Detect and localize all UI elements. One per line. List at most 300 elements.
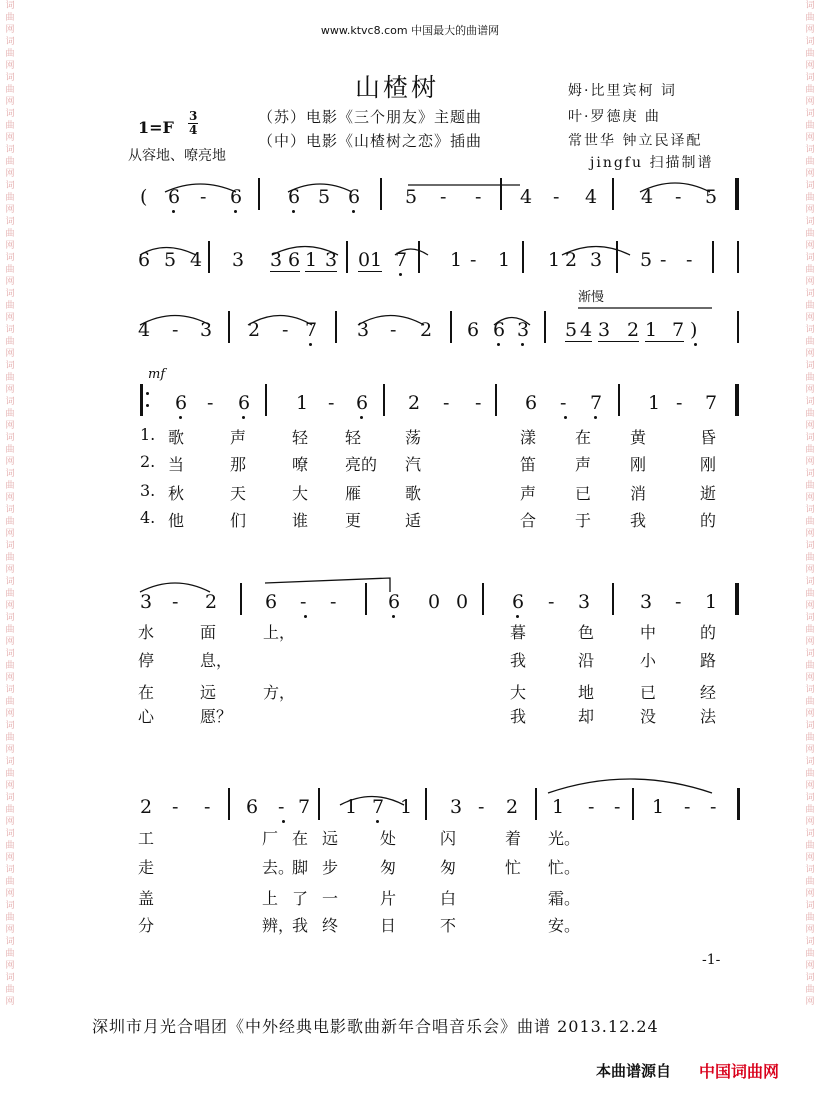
lyric-word: 们: [230, 511, 247, 530]
origin-line-1: （苏）电影《三个朋友》主题曲: [258, 108, 483, 126]
score-note: 1: [652, 796, 665, 818]
lyric-word: 地: [578, 683, 595, 702]
score-note: 2: [248, 319, 261, 341]
score-note: 1: [305, 249, 318, 271]
score-note: 3: [140, 591, 153, 613]
side-watermark-char: 曲: [805, 157, 815, 167]
side-watermark-char: 曲: [5, 193, 15, 203]
score-note: -: [282, 319, 289, 341]
slur: [494, 318, 530, 326]
side-watermark-char: 词: [805, 505, 815, 515]
score-note: 0: [456, 591, 469, 613]
side-watermark-char: 网: [805, 25, 815, 35]
lyric-word: 亮的: [345, 455, 378, 474]
score-note: 6: [246, 796, 259, 818]
source-label: 本曲谱源自: [596, 1062, 672, 1080]
lyric-word: 远: [200, 683, 217, 702]
slur: [340, 797, 404, 806]
score-note: -: [553, 186, 560, 208]
lyric-word: 笛: [520, 455, 537, 474]
score-note: -: [390, 319, 397, 341]
score-note: 2: [408, 392, 421, 414]
side-watermark-char: 曲: [5, 805, 15, 815]
side-watermark-char: 曲: [805, 301, 815, 311]
score-note: 4: [138, 319, 151, 341]
scanner-credit: jingfu 扫描制谱: [590, 155, 714, 171]
side-watermark-char: 曲: [805, 409, 815, 419]
lyric-word: 光。: [548, 829, 581, 848]
lyric-word: 分: [138, 916, 155, 935]
side-watermark-char: 词: [805, 181, 815, 191]
score-note: -: [614, 796, 621, 818]
side-watermark-char: 词: [805, 649, 815, 659]
side-watermark-char: 词: [805, 253, 815, 263]
side-watermark-char: 曲: [5, 985, 15, 995]
side-watermark-char: 网: [5, 709, 15, 719]
lyric-word: 那: [230, 455, 247, 474]
lyric-word: 工: [138, 829, 155, 848]
side-watermark-char: 网: [805, 349, 815, 359]
lyric-word: 盖: [138, 889, 155, 908]
side-watermark-char: 曲: [5, 265, 15, 275]
score-note: 6: [265, 591, 278, 613]
side-watermark-char: 曲: [805, 697, 815, 707]
side-watermark-char: 网: [805, 241, 815, 251]
side-watermark-char: 曲: [5, 553, 15, 563]
song-title: 山楂树: [355, 73, 440, 102]
lyric-word: 已: [640, 683, 657, 702]
lyric-word: 4.: [140, 508, 156, 527]
side-watermark-char: 网: [5, 781, 15, 791]
score-note: 7: [372, 796, 385, 818]
score-note: 1: [450, 249, 463, 271]
slur: [395, 249, 428, 255]
lyric-word: 漾: [520, 428, 537, 447]
side-watermark-char: 网: [805, 817, 815, 827]
side-watermark-char: 网: [805, 277, 815, 287]
side-watermark-char: 词: [5, 937, 15, 947]
lyric-word: 歌: [405, 484, 422, 503]
side-watermark-char: 曲: [5, 445, 15, 455]
side-watermark-char: 词: [805, 145, 815, 155]
expression-mark: 从容地、嘹亮地: [128, 148, 226, 164]
origin-line-2: （中）电影《山楂树之恋》插曲: [258, 132, 483, 150]
lyric-word: 上，: [263, 623, 296, 642]
lyric-word: 声: [575, 455, 592, 474]
side-watermark-char: 词: [805, 577, 815, 587]
side-watermark-char: 词: [5, 253, 15, 263]
side-watermark-char: 网: [805, 529, 815, 539]
score-note: 5: [164, 249, 177, 271]
lyric-word: 轻: [292, 428, 309, 447]
score-note: 2: [565, 249, 578, 271]
lyric-word: 天: [230, 484, 247, 503]
side-watermark-char: 曲: [805, 589, 815, 599]
score-note: 3: [357, 319, 370, 341]
slur: [562, 247, 630, 256]
score-note: 3: [578, 591, 591, 613]
side-watermark-char: 词: [805, 865, 815, 875]
side-watermark-char: 词: [805, 469, 815, 479]
lyric-word: 色: [578, 623, 595, 642]
score-note: 3: [590, 249, 603, 271]
side-watermark-char: 词: [5, 217, 15, 227]
lyric-word: 雁: [345, 484, 362, 503]
score-note: 1: [552, 796, 565, 818]
lyric-word: 不: [440, 916, 457, 935]
score-note: 5: [405, 186, 418, 208]
lyric-word: 匆: [440, 858, 457, 877]
side-watermark-char: 网: [5, 565, 15, 575]
side-watermark-char: 词: [5, 901, 15, 911]
lyric-word: 水: [138, 623, 155, 642]
time-signature-top: 3: [189, 109, 198, 123]
side-watermark-char: 词: [805, 325, 815, 335]
side-watermark-char: 词: [5, 505, 15, 515]
side-watermark-char: 曲: [5, 625, 15, 635]
side-watermark-char: 曲: [5, 481, 15, 491]
side-watermark-char: 曲: [805, 841, 815, 851]
side-watermark-char: 曲: [805, 625, 815, 635]
score-note: 6: [467, 319, 480, 341]
composer-credit: 叶·罗德庚 曲: [568, 109, 661, 125]
side-watermark-char: 词: [5, 649, 15, 659]
side-watermark-char: 词: [5, 829, 15, 839]
lyric-word: 片: [380, 889, 397, 908]
side-watermark-char: 网: [805, 457, 815, 467]
side-watermark-char: 网: [5, 601, 15, 611]
side-watermark-char: 网: [805, 421, 815, 431]
side-watermark-char: 网: [5, 673, 15, 683]
source-site: 中国词曲网: [699, 1062, 780, 1081]
score-note: 6: [175, 392, 188, 414]
lyric-word: 在: [575, 428, 592, 447]
side-watermark-char: 词: [5, 397, 15, 407]
side-watermark-char: 词: [5, 613, 15, 623]
side-watermark-char: 词: [5, 109, 15, 119]
lyric-word: 于: [575, 511, 592, 530]
score-note: 2: [205, 591, 218, 613]
lyric-word: 逝: [700, 484, 717, 503]
lyric-word: 远: [322, 829, 339, 848]
side-watermark-char: 网: [805, 889, 815, 899]
side-watermark-char: 词: [805, 397, 815, 407]
side-watermark-char: 网: [805, 853, 815, 863]
side-watermark-char: 曲: [805, 481, 815, 491]
score-note: 1: [296, 392, 309, 414]
side-watermark-char: 网: [805, 997, 815, 1007]
score-note: 7: [305, 319, 318, 341]
side-watermark-char: 网: [805, 133, 815, 143]
lyric-word: 嘹: [292, 455, 309, 474]
score-note: -: [548, 591, 555, 613]
dynamic-mark: mf: [148, 367, 166, 382]
score-note: -: [675, 591, 682, 613]
lyric-word: 黄: [630, 428, 647, 447]
score-note: -: [172, 796, 179, 818]
score-note: 1: [370, 249, 383, 271]
lyric-word: 荡: [405, 428, 422, 447]
lyric-word: 终: [322, 916, 339, 935]
lyric-word: 步: [322, 858, 339, 877]
score-note: 1: [400, 796, 413, 818]
score-note: 7: [395, 249, 408, 271]
side-watermark-char: 网: [5, 529, 15, 539]
side-watermark-char: 词: [5, 793, 15, 803]
score-note: ): [690, 319, 698, 341]
site-watermark: www.ktvc8.com 中国最大的曲谱网: [320, 24, 500, 37]
lyric-word: 合: [520, 511, 537, 530]
side-watermark-char: 曲: [805, 373, 815, 383]
lyric-word: 日: [380, 916, 397, 935]
score-note: 6: [348, 186, 361, 208]
side-watermark-char: 网: [805, 565, 815, 575]
side-watermark-char: 词: [5, 577, 15, 587]
side-watermark-char: 曲: [5, 301, 15, 311]
score-note: (: [140, 186, 148, 208]
score-note: -: [588, 796, 595, 818]
score-note: -: [172, 319, 179, 341]
score-note: 4: [190, 249, 203, 271]
lyric-word: 消: [630, 484, 647, 503]
lyric-word: 愿？: [200, 707, 233, 726]
score-note: 7: [298, 796, 311, 818]
side-watermark-char: 词: [805, 541, 815, 551]
score-note: 6: [525, 392, 538, 414]
tempo-mark: 渐慢: [578, 290, 605, 305]
side-watermark-char: 词: [805, 829, 815, 839]
side-watermark-char: 曲: [5, 697, 15, 707]
side-watermark-char: 词: [805, 361, 815, 371]
side-watermark-char: 曲: [5, 85, 15, 95]
lyric-word: 轻: [345, 428, 362, 447]
side-watermark-char: 曲: [5, 913, 15, 923]
side-watermark-char: 词: [805, 973, 815, 983]
side-watermark-char: 词: [5, 361, 15, 371]
side-watermark-char: 曲: [5, 841, 15, 851]
side-watermark-char: 词: [5, 469, 15, 479]
footer-credit: 深圳市月光合唱团《中外经典电影歌曲新年合唱音乐会》曲谱 2013.12.24: [92, 1017, 659, 1036]
score-note: -: [478, 796, 485, 818]
side-watermark-char: 词: [5, 145, 15, 155]
side-watermark-char: 词: [5, 1, 15, 11]
lyric-word: 2.: [140, 452, 156, 471]
side-watermark-char: 词: [805, 217, 815, 227]
lyric-word: 闪: [440, 829, 457, 848]
score-note: -: [676, 392, 683, 414]
lyric-word: 的: [700, 511, 717, 530]
side-watermark-char: 曲: [5, 661, 15, 671]
slur: [640, 183, 710, 192]
side-watermark-char: 曲: [805, 985, 815, 995]
side-watermark-char: 网: [805, 385, 815, 395]
side-watermark-char: 网: [805, 493, 815, 503]
score-note: 1: [498, 249, 511, 271]
score-note: 6: [288, 249, 301, 271]
side-watermark-char: 词: [805, 721, 815, 731]
time-signature-bottom: 4: [189, 123, 198, 137]
side-watermark-char: 网: [805, 313, 815, 323]
side-watermark-char: 曲: [805, 553, 815, 563]
score-note: -: [660, 249, 667, 271]
score-note: 4: [520, 186, 533, 208]
score-note: -: [300, 591, 307, 613]
side-watermark-char: 曲: [805, 229, 815, 239]
side-watermark-char: 网: [5, 61, 15, 71]
side-watermark-char: 词: [5, 289, 15, 299]
score-note: 2: [420, 319, 433, 341]
side-watermark-char: 曲: [805, 49, 815, 59]
lyric-word: 适: [405, 511, 422, 530]
score-note: -: [278, 796, 285, 818]
score-note: 1: [648, 392, 661, 414]
side-watermark-char: 曲: [805, 913, 815, 923]
score-note: -: [330, 591, 337, 613]
score-note: 6: [238, 392, 251, 414]
lyric-word: 脚: [292, 858, 309, 877]
side-watermark-char: 词: [805, 793, 815, 803]
lyric-word: 白: [440, 889, 457, 908]
slur: [140, 583, 210, 592]
score-note: -: [475, 186, 482, 208]
lyric-word: 沿: [578, 651, 595, 670]
lyric-word: 忙。: [548, 858, 581, 877]
score-note: 7: [590, 392, 603, 414]
lyric-word: 却: [578, 707, 595, 726]
score-note: -: [200, 186, 207, 208]
score-note: 3: [517, 319, 530, 341]
side-watermark-char: 曲: [805, 265, 815, 275]
translator-credit: 常世华 钟立民译配: [568, 133, 703, 149]
score-note: -: [710, 796, 717, 818]
lyric-word: 小: [640, 651, 657, 670]
score-note: -: [475, 392, 482, 414]
side-watermark-char: 词: [805, 73, 815, 83]
lyric-word: 我: [630, 511, 647, 530]
score-note: 4: [580, 319, 593, 341]
lyric-word: 安。: [548, 916, 581, 935]
side-watermark-char: 网: [5, 961, 15, 971]
lyric-word: 昏: [700, 428, 717, 447]
lyric-word: 忙: [505, 858, 522, 877]
score-note: 6: [138, 249, 151, 271]
score-note: -: [328, 392, 335, 414]
side-watermark-char: 词: [805, 937, 815, 947]
lyric-word: 了: [292, 889, 309, 908]
score-note: 3: [232, 249, 245, 271]
side-watermark-char: 词: [5, 973, 15, 983]
lyric-word: 我: [510, 651, 527, 670]
lyric-word: 暮: [510, 623, 527, 642]
lyric-word: 一: [322, 889, 339, 908]
side-watermark-char: 曲: [5, 517, 15, 527]
score-note: 6: [356, 392, 369, 414]
side-watermark-char: 词: [805, 613, 815, 623]
side-watermark-char: 词: [805, 901, 815, 911]
side-watermark-char: 曲: [805, 85, 815, 95]
lyric-word: 在: [138, 683, 155, 702]
side-watermark-char: 网: [5, 745, 15, 755]
score-note: -: [207, 392, 214, 414]
lyric-word: 刚: [700, 455, 717, 474]
score-note: -: [172, 591, 179, 613]
score-note: -: [470, 249, 477, 271]
lyric-word: 辨，: [262, 916, 295, 935]
side-watermark-char: 网: [805, 745, 815, 755]
score-note: 6: [288, 186, 301, 208]
lyric-word: 大: [292, 484, 309, 503]
side-watermark-char: 曲: [805, 877, 815, 887]
slur: [548, 779, 712, 793]
side-watermark-char: 词: [805, 433, 815, 443]
score-note: 5: [705, 186, 718, 208]
side-watermark-char: 网: [805, 637, 815, 647]
side-watermark-char: 网: [805, 925, 815, 935]
lyric-word: 3.: [140, 481, 156, 500]
side-watermark-char: 网: [805, 781, 815, 791]
lyric-word: 歌: [168, 428, 185, 447]
lyric-word: 去。: [262, 858, 295, 877]
score-note: 3: [270, 249, 283, 271]
lyric-word: 方，: [263, 683, 296, 702]
side-watermark-char: 网: [805, 205, 815, 215]
side-watermark-char: 网: [5, 241, 15, 251]
side-watermark-char: 曲: [5, 229, 15, 239]
side-watermark-char: 词: [805, 109, 815, 119]
side-watermark-char: 网: [5, 853, 15, 863]
side-watermark-char: 词: [805, 1, 815, 11]
side-watermark-char: 词: [5, 37, 15, 47]
lyric-word: 的: [700, 623, 717, 642]
slur: [358, 316, 424, 326]
side-watermark-char: 曲: [805, 949, 815, 959]
score-note: 3: [450, 796, 463, 818]
side-watermark-char: 词: [5, 73, 15, 83]
side-watermark-char: 曲: [805, 445, 815, 455]
side-watermark-char: 网: [5, 889, 15, 899]
lyric-word: 汽: [405, 455, 422, 474]
lyric-word: 着: [505, 829, 522, 848]
score-note: 0: [428, 591, 441, 613]
score-note: 1: [645, 319, 658, 341]
lyric-word: 法: [700, 707, 717, 726]
lyric-word: 刚: [630, 455, 647, 474]
score-note: 6: [230, 186, 243, 208]
score-note: -: [443, 392, 450, 414]
score-note: -: [204, 796, 211, 818]
slur: [288, 184, 352, 192]
side-watermark-char: 网: [5, 205, 15, 215]
side-watermark-char: 网: [805, 61, 815, 71]
side-watermark-char: 网: [805, 961, 815, 971]
score-note: 2: [140, 796, 153, 818]
score-note: -: [675, 186, 682, 208]
score-note: 7: [672, 319, 685, 341]
lyric-word: 上: [262, 889, 279, 908]
score-note: 1: [548, 249, 561, 271]
lyric-word: 已: [575, 484, 592, 503]
side-watermark-char: 词: [5, 757, 15, 767]
side-watermark-char: 词: [5, 721, 15, 731]
score-note: -: [686, 249, 693, 271]
side-watermark-char: 网: [5, 457, 15, 467]
slur: [272, 247, 338, 256]
side-watermark-char: 曲: [5, 157, 15, 167]
lyric-word: 我: [510, 707, 527, 726]
lyricist-credit: 姆·比里宾柯 词: [568, 83, 677, 99]
lyric-word: 我: [292, 916, 309, 935]
side-watermark-char: 词: [805, 37, 815, 47]
